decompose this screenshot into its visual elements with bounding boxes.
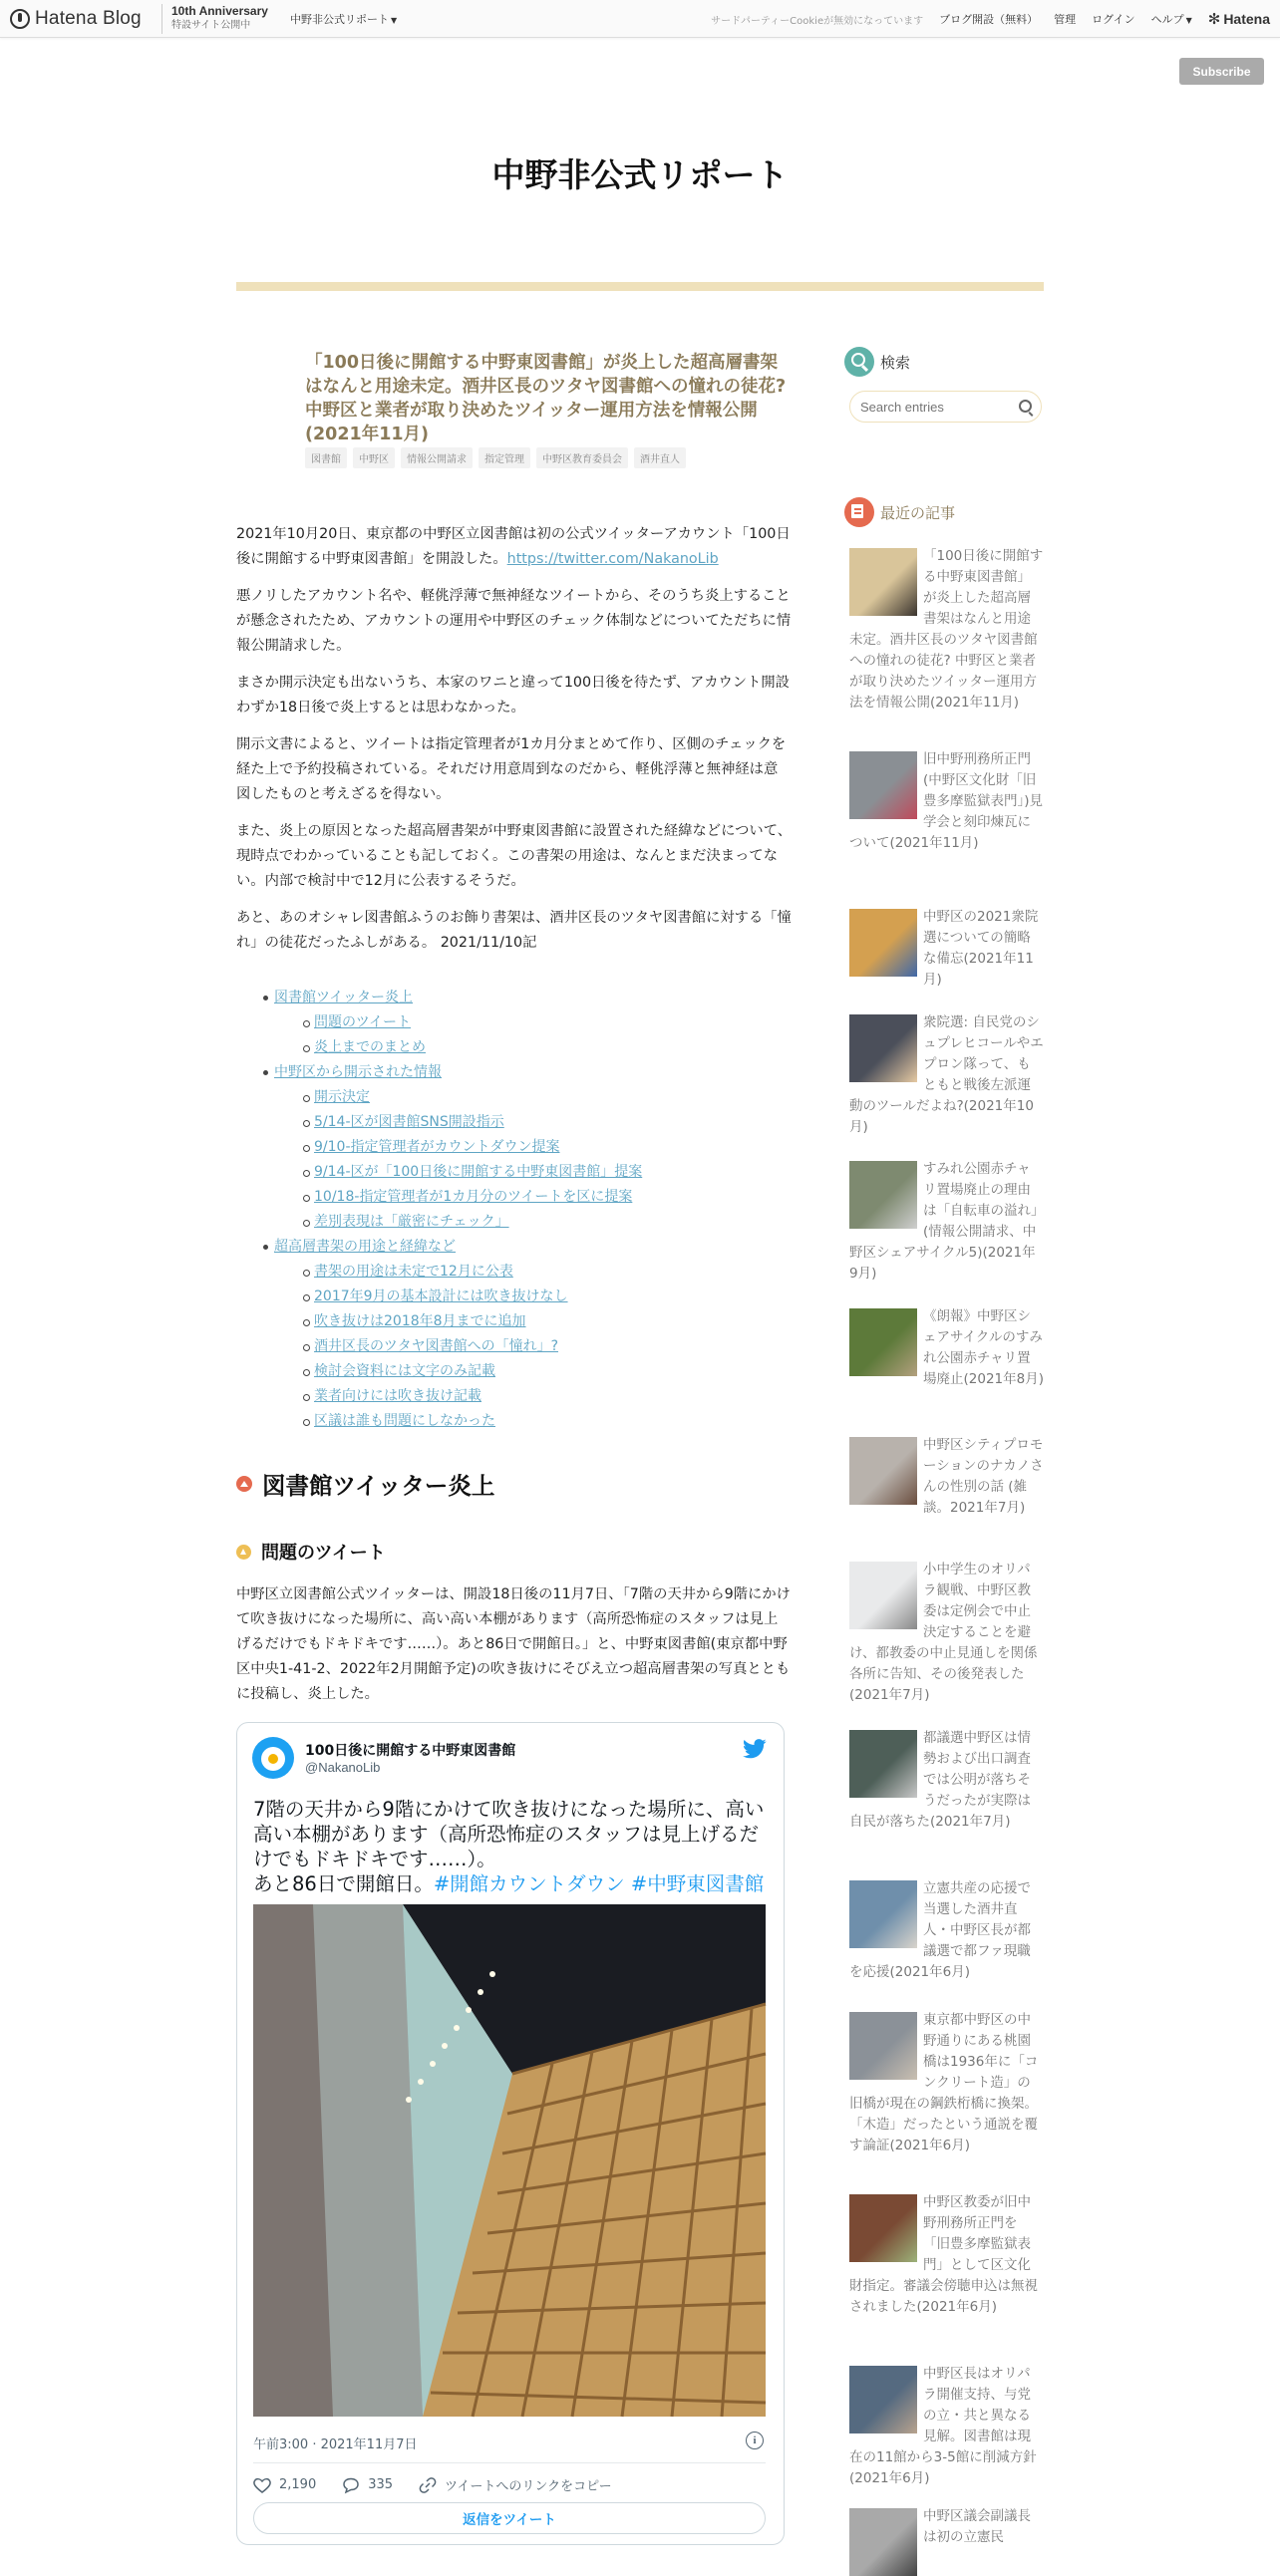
tweet-text-main: 7階の天井から9階にかけて吹き抜けになった場所に、高い高い本棚があります（高所恐怖症のスタッフは見上げるだけでもドキドキです……）。 xyxy=(253,1798,765,1870)
toc-item xyxy=(274,1334,793,1359)
recent-entry-thumbnail xyxy=(849,1730,917,1798)
recent-entry-title: 中野区議会副議長は初の立憲民 xyxy=(923,2508,1031,2545)
search-input[interactable] xyxy=(860,398,1010,416)
category-tag[interactable]: 中野区教育委員会 xyxy=(536,447,628,468)
twitter-account-link[interactable]: https://twitter.com/NakanoLib xyxy=(506,551,719,567)
recent-entry-title: 《朗報》中野区シェアサイクルのすみれ公園赤チャリ置場廃止 xyxy=(923,1308,1043,1387)
toc-link[interactable]: 中野区から開示された情報 xyxy=(274,1060,442,1085)
search-form xyxy=(849,391,1042,423)
recent-entry-date: (2021年10月) xyxy=(849,1098,1034,1135)
title-divider xyxy=(236,282,1044,291)
caret-down-icon: ▼ xyxy=(391,16,398,25)
recent-entry[interactable] xyxy=(849,2506,1044,2559)
toc-item xyxy=(274,1035,793,1060)
toc-link[interactable]: 差別表現は「厳密にチェック」 xyxy=(314,1210,509,1235)
toc-item xyxy=(274,1135,793,1160)
recent-entry[interactable] xyxy=(849,1878,1044,1994)
recent-entry-thumbnail xyxy=(849,1880,917,1948)
recent-entry[interactable] xyxy=(849,2364,1044,2489)
recent-entry-thumbnail xyxy=(849,1562,917,1629)
toc-link[interactable]: 10/18-指定管理者が1カ月分のツイートを区に提案 xyxy=(314,1185,632,1210)
recent-entry-thumbnail xyxy=(849,1014,917,1082)
recent-entry-date: (2021年6月) xyxy=(849,2470,930,2486)
recent-entry-title: 衆院選: 自民党のシュプレヒコールやエプロン隊って、もともと戦後左派運動のツールだよね? xyxy=(849,1014,1044,1114)
recent-entry-title: 都議選中野区は情勢および出口調査では公明が落ちそうだったが実際は自民が落ちた xyxy=(849,1730,1031,1830)
recent-entry-thumbnail xyxy=(849,751,917,819)
recent-entry-date: (2021年6月) xyxy=(889,1964,970,1980)
recent-entry-thumbnail xyxy=(849,2366,917,2433)
recent-entry[interactable] xyxy=(849,546,1044,711)
recent-entry-date: (2021年7月) xyxy=(930,1814,1011,1830)
recent-entry-title: 東京都中野区の中野通りにある桃園橋は1936年に「コンクリート造」の旧橋が現在の鋼鉄桁橋に換架。「木造」だったという通説を覆す論証 xyxy=(849,2012,1039,2153)
comment-icon xyxy=(342,2477,360,2493)
toc-item xyxy=(274,1260,793,1285)
entry-categories xyxy=(305,447,792,468)
toc-link[interactable]: 2017年9月の基本設計には吹き抜けなし xyxy=(314,1285,568,1309)
recent-entry-thumbnail xyxy=(849,1437,917,1505)
hatena-logo-icon xyxy=(10,9,30,29)
sidebar-search-title: 検索 xyxy=(880,353,911,372)
start-blog-link[interactable]: ブログ開設（無料） xyxy=(939,13,1039,26)
recent-entry[interactable] xyxy=(849,1560,1044,1711)
tweet-author-name[interactable]: 100日後に開館する中野東図書館 xyxy=(305,1743,516,1759)
toc-link[interactable]: 開示決定 xyxy=(314,1085,370,1110)
toc-item xyxy=(274,1384,793,1409)
help-menu[interactable] xyxy=(1151,11,1192,27)
hatena-label: Hatena xyxy=(1223,11,1270,27)
toc-link[interactable]: 酒井区長のツタヤ図書館への「憧れ」? xyxy=(314,1334,558,1359)
top-nav xyxy=(711,0,1270,38)
toc-link[interactable]: 吹き抜けは2018年8月までに追加 xyxy=(314,1309,526,1334)
recent-entry[interactable] xyxy=(849,907,1044,1008)
recent-entry[interactable] xyxy=(849,1306,1044,1420)
divider xyxy=(253,2462,766,2463)
recent-entry[interactable] xyxy=(849,2192,1044,2352)
logo-text: Hatena Blog xyxy=(35,8,142,29)
recent-entry-title: 「100日後に開館する中野東図書館」が炎上した超高層書架はなんと用途未定。酒井区長のツタヤ図書館への憧れの徒花? 中野区と業者が取り決めたツイッター運用方法を情報公開 xyxy=(849,548,1044,711)
twitter-bird-icon[interactable] xyxy=(743,1739,767,1759)
toc-item xyxy=(274,986,793,1010)
toc-link[interactable]: 図書館ツイッター炎上 xyxy=(274,986,413,1010)
recent-entry-title: 中野区の2021衆院選についての簡略な備忘 xyxy=(923,909,1039,967)
global-header xyxy=(0,0,1280,38)
table-of-contents xyxy=(274,986,793,1434)
toc-item xyxy=(274,1110,793,1135)
toc-item xyxy=(274,1060,793,1085)
sidebar-recent-heading xyxy=(844,497,955,527)
hatena-blog-logo[interactable] xyxy=(10,7,142,31)
category-tag[interactable]: 酒井直人 xyxy=(634,447,686,468)
tweet-author-handle[interactable]: @NakanoLib xyxy=(305,1760,381,1775)
toc-link[interactable]: 超高層書架の用途と経緯など xyxy=(274,1235,456,1260)
section-heading-text: 図書館ツイッター炎上 xyxy=(262,1472,495,1500)
recent-entry-title: すみれ公園赤チャリ置場廃止の理由は「自転車の溢れ」(情報公開請求、中野区シェアサイクル5) xyxy=(849,1161,1038,1261)
sidebar-search-heading xyxy=(844,347,910,377)
tweet-text-line2: あと86日で開館日。 xyxy=(253,1872,434,1895)
subscribe-button[interactable]: Subscribe xyxy=(1179,58,1264,85)
toc-item xyxy=(274,1085,793,1110)
subsection-heading xyxy=(236,1539,386,1565)
recent-entry-title: 立憲共産の応援で当選した酒井直人・中野区長が都議選で都ファ現職を応援 xyxy=(849,1880,1031,1980)
recent-entry[interactable] xyxy=(849,749,1044,879)
info-icon[interactable]: i xyxy=(746,2432,764,2449)
help-label: ヘルプ xyxy=(1150,13,1184,26)
recent-entry-thumbnail xyxy=(849,548,917,616)
toc-item xyxy=(274,1359,793,1384)
toc-link[interactable]: 問題のツイート xyxy=(314,1010,411,1035)
anniversary-subtitle: 特設サイト公開中 xyxy=(171,20,251,31)
recent-entry-thumbnail xyxy=(849,2508,917,2576)
toc-item xyxy=(274,1409,793,1434)
recent-entry-date: (2021年11月) xyxy=(889,835,979,851)
caret-down-icon: ▼ xyxy=(1185,16,1192,25)
tweet-actions xyxy=(253,2475,638,2494)
like-count: 2,190 xyxy=(279,2477,317,2492)
toc-link[interactable]: 書架の用途は未定で12月に公表 xyxy=(314,1260,513,1285)
copy-link-button[interactable] xyxy=(419,2475,612,2494)
sidebar-recent-title: 最近の記事 xyxy=(880,503,956,522)
recent-entry-date: (2021年8月) xyxy=(963,1371,1044,1387)
recent-entry[interactable] xyxy=(849,1159,1044,1290)
recent-entry-date: (2021年7月) xyxy=(849,1687,930,1703)
toc-item xyxy=(274,1285,793,1309)
recent-entry-title: 中野区シティプロモーションのナカノさんの性別の話 (雑談。 xyxy=(923,1437,1044,1516)
recent-entry-thumbnail xyxy=(849,909,917,977)
anniversary-title: 10th Anniversary xyxy=(171,4,268,18)
body-paragraph xyxy=(236,522,792,572)
recent-entry[interactable] xyxy=(849,1435,1044,1543)
embedded-tweet xyxy=(236,1722,785,2545)
body-paragraph: 開示文書によると、ツイートは指定管理者が1カ月分まとめて作り、区側のチェックを経た上で予約投稿されている。それだけ用意周到なのだから、軽佻浮薄と無神経は意図したものと考えざるを得ない。 xyxy=(236,736,787,802)
recent-entry[interactable] xyxy=(849,1728,1044,1861)
link-icon xyxy=(419,2477,437,2493)
toc-link[interactable]: 検討会資料には文字のみ記載 xyxy=(314,1359,495,1384)
toc-link[interactable]: 5/14-区が図書館SNS開設指示 xyxy=(314,1110,504,1135)
admin-link[interactable]: 管理 xyxy=(1054,13,1077,26)
blog-menu-label: 中野非公式リポート xyxy=(290,13,389,26)
recent-entry-date: (2021年6月) xyxy=(916,2299,997,2315)
section-heading xyxy=(236,1467,494,1501)
toc-item xyxy=(274,1235,793,1260)
recent-entry-thumbnail xyxy=(849,2012,917,2080)
like-button[interactable] xyxy=(253,2477,316,2493)
tweet-hashtags[interactable]: #開館カウントダウン #中野東図書館 xyxy=(433,1872,765,1895)
subsection-heading-text: 問題のツイート xyxy=(261,1543,386,1564)
toc-link[interactable]: 区議は誰も問題にしなかった xyxy=(314,1409,495,1434)
recent-entry-date: (2021年11月) xyxy=(930,695,1020,711)
toc-item xyxy=(274,1185,793,1210)
anniversary-banner[interactable] xyxy=(161,4,268,34)
reply-tweet-button[interactable]: 返信をツイート xyxy=(253,2502,766,2534)
search-icon xyxy=(844,347,874,377)
toc-item xyxy=(274,1010,793,1035)
toc-item xyxy=(274,1309,793,1334)
tweet-avatar[interactable] xyxy=(252,1737,294,1779)
tweet-timestamp[interactable]: 午前3:00 · 2021年11月7日 xyxy=(253,2437,418,2452)
recent-entry-thumbnail xyxy=(849,1308,917,1376)
recent-entry-title: 中野区教委が旧中野刑務所正門を「旧豊多摩監獄表門」として区文化財指定。審議会傍聴申込は無視されました xyxy=(849,2194,1038,2315)
toc-link[interactable]: 業者向けには吹き抜け記載 xyxy=(314,1384,481,1409)
copy-link-label: ツイートへのリンクをコピー xyxy=(445,2479,612,2494)
reply-count: 335 xyxy=(368,2477,394,2492)
heart-icon xyxy=(253,2477,271,2493)
recent-entry-date: (2021年11月) xyxy=(923,951,1034,988)
recent-entry-thumbnail xyxy=(849,1161,917,1229)
blog-menu-dropdown[interactable] xyxy=(290,11,397,27)
document-icon xyxy=(844,497,874,527)
recent-entry-date: (2021年6月) xyxy=(889,2138,970,2153)
recent-entry-title: 中野区長はオリパラ開催支持、与党の立・共と異なる見解。図書館は現在の11館から3-5館に削減方針 xyxy=(849,2366,1037,2465)
body-paragraph: まさか開示決定も出ないうち、本家のワニと違って100日後を待たず、アカウント開設わずか18日後で炎上するとは思わなかった。 xyxy=(236,675,790,716)
body-paragraph: また、炎上の原因となった超高層書架が中野東図書館に設置された経緯などについて、現時点でわかっていることも記しておく。この書架の用途は、なんとまだ決まってない。内部で検討中で12月に公表するそうだ。 xyxy=(236,823,793,889)
entry-body xyxy=(236,522,792,968)
hatena-star-icon: ✻ xyxy=(1207,11,1221,28)
recent-entry-thumbnail xyxy=(849,2194,917,2262)
tweet-text xyxy=(253,1797,772,1896)
category-tag[interactable]: 指定管理 xyxy=(479,447,530,468)
toc-link[interactable]: 炎上までのまとめ xyxy=(314,1035,426,1060)
blog-title[interactable]: 中野非公式リポート xyxy=(491,155,789,194)
category-tag[interactable]: 中野区 xyxy=(353,447,395,468)
subsection-heading-icon xyxy=(236,1545,251,1560)
body-paragraph: あと、あのオシャレ図書館ふうのお飾り書架は、酒井区長のツタヤ図書館に対する「憧れ」の徒花だったふしがある。 2021/11/10記 xyxy=(236,910,792,951)
cookie-notice: サードパーティーCookieが無効になっています xyxy=(711,15,924,27)
recent-entry-date: 2021年7月) xyxy=(950,1500,1026,1516)
recent-entry-title: 小中学生のオリパラ観戦、中野区教委は定例会で中止決定することを避け、都教委の中止見通しを関係各所に告知、その後発表した xyxy=(849,1562,1038,1682)
entry-title[interactable]: 「100日後に開館する中野東図書館」が炎上した超高層書架はなんと用途未定。酒井区長のツタヤ図書館への憧れの徒花? 中野区と業者が取り決めたツイッター運用方法を情報公開 (2021年11月) xyxy=(305,353,787,444)
login-link[interactable]: ログイン xyxy=(1092,13,1135,26)
hatena-link[interactable] xyxy=(1208,10,1270,28)
category-tag[interactable]: 情報公開請求 xyxy=(401,447,473,468)
tweet-photo[interactable] xyxy=(253,1904,766,2417)
toc-item xyxy=(274,1160,793,1185)
search-submit-icon[interactable] xyxy=(1019,400,1032,413)
recent-entry[interactable] xyxy=(849,1012,1044,1144)
toc-link[interactable]: 9/10-指定管理者がカウントダウン提案 xyxy=(314,1135,560,1160)
paragraph-text: 2021年10月20日、東京都の中野区立図書館は初の公式ツイッターアカウント「100日後に開館する中野東図書館」を開設した。 xyxy=(236,526,791,567)
recent-entry-title: 旧中野刑務所正門(中野区文化財「旧豊多摩監獄表門」)見学会と刻印煉瓦について xyxy=(849,751,1044,851)
toc-link[interactable]: 9/14-区が「100日後に開館する中野東図書館」提案 xyxy=(314,1160,642,1185)
recent-entry-date: (2021年9月) xyxy=(849,1245,1036,1282)
section-heading-icon xyxy=(236,1476,252,1492)
reply-count-button[interactable] xyxy=(342,2477,393,2493)
body-paragraph: 悪ノリしたアカウント名や、軽佻浮薄で無神経なツイートから、そのうち炎上することが懸念されたため、アカウントの運用や中野区のチェック体制などについてただちに情報公開請求した。 xyxy=(236,588,792,654)
toc-item xyxy=(274,1210,793,1235)
recent-entry[interactable] xyxy=(849,2010,1044,2175)
category-tag[interactable]: 図書館 xyxy=(305,447,347,468)
body-paragraph: 中野区立図書館公式ツイッターは、開設18日後の11月7日、「7階の天井から9階にかけて吹き抜けになった場所に、高い高い本棚があります（高所恐怖症のスタッフは見上げるだけでもドキドキです……）。あと86日で開館日。」と、中野東図書館(東京都中野区中央1-41-2、2022年2月開館予定)の吹き抜けにそびえ立つ超高層書架の写真とともに投稿し、炎上した。 xyxy=(236,1586,791,1702)
